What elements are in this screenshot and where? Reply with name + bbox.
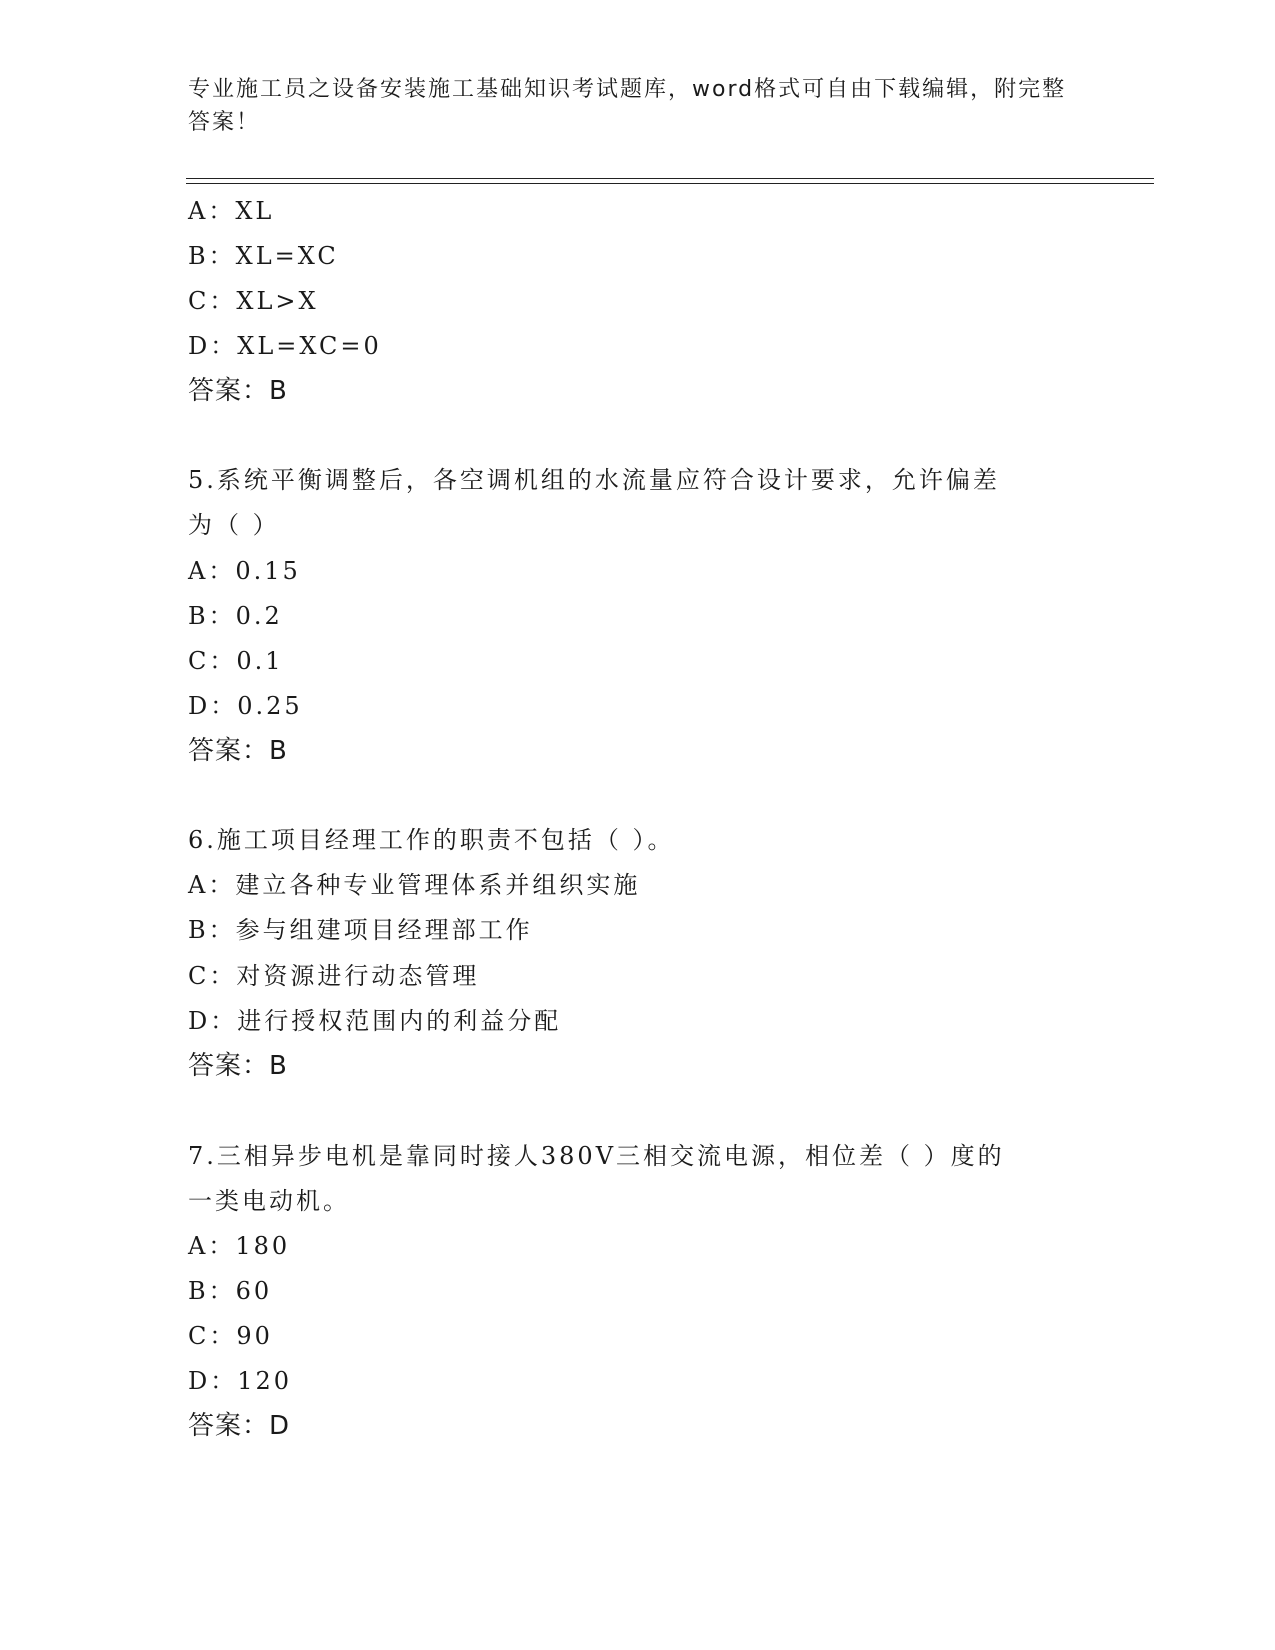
q6-option-d: D：进行授权范围内的利益分配 [188,1007,562,1035]
q5-option-c: C：0.1 [188,647,284,675]
q7-option-a: A：180 [188,1232,291,1260]
q4-option-b: B：XL=XC [188,242,339,270]
q5-option-b: B：0.2 [188,602,283,630]
q5-option-a: A：0.15 [188,557,301,585]
header-divider-top [186,178,1154,179]
q4-option-c: C：XL>X [188,287,319,315]
q7-stem: 7.三相异步电机是靠同时接人380V三相交流电源，相位差（ ）度的 [188,1142,1005,1170]
q5-stem: 5.系统平衡调整后，各空调机组的水流量应符合设计要求，允许偏差 [188,466,1000,494]
q4-answer: 答案：B [188,376,288,406]
document-header: 专业施工员之设备安装施工基础知识考试题库，word格式可自由下载编辑，附完整答案！ [188,77,1067,135]
q7-stem-cont: 一类电动机。 [188,1187,350,1215]
q4-option-d: D：XL=XC=0 [188,332,382,360]
q4-option-a: A：XL [188,197,275,225]
q5-option-d: D：0.25 [188,692,303,720]
q6-option-c: C：对资源进行动态管理 [188,962,480,990]
q6-option-a: A：建立各种专业管理体系并组织实施 [188,871,641,899]
q6-stem: 6.施工项目经理工作的职责不包括（ ）。 [188,826,675,854]
q7-answer: 答案：D [188,1411,291,1441]
q6-answer: 答案：B [188,1051,288,1081]
header-divider-bottom [186,183,1154,184]
q7-option-d: D：120 [188,1367,293,1395]
q6-option-b: B：参与组建项目经理部工作 [188,916,533,944]
q5-stem-cont: 为（ ） [188,511,280,539]
q7-option-c: C：90 [188,1322,273,1350]
q7-option-b: B：60 [188,1277,273,1305]
q5-answer: 答案：B [188,736,288,766]
